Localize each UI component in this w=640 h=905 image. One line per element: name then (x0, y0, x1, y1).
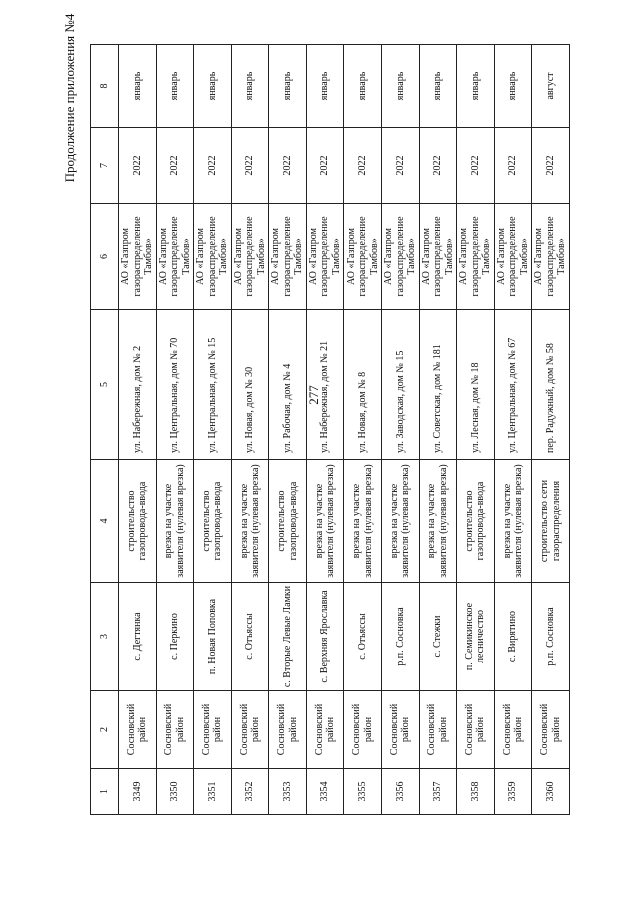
table-row (382, 45, 420, 815)
table-cell: врезка на участке заявителя (нулевая врезка) (419, 460, 457, 583)
header-cell: 3 (91, 583, 119, 691)
table-row (231, 45, 269, 815)
table-cell: с. Отъяссы (344, 583, 382, 691)
table-cell: Сосновский район (419, 691, 457, 769)
table-cell: врезка на участке заявителя (нулевая врезка) (306, 460, 344, 583)
table-cell: врезка на участке заявителя (нулевая врезка) (156, 460, 194, 583)
table-cell: АО «Газпром газораспределение Тамбов» (457, 204, 495, 310)
header-cell: 5 (91, 310, 119, 460)
table-cell: Сосновский район (194, 691, 232, 769)
table-cell: с. Дегтянка (119, 583, 157, 691)
table-cell: 3360 (532, 769, 570, 815)
table-cell: ул. Новая, дом № 30 (231, 310, 269, 460)
page-number: 277 (305, 385, 321, 405)
table-cell: Сосновский район (156, 691, 194, 769)
table-cell: АО «Газпром газораспределение Тамбов» (156, 204, 194, 310)
table-cell: с. Верхняя Ярославка (306, 583, 344, 691)
table-cell: 2022 (194, 128, 232, 204)
table-cell: врезка на участке заявителя (нулевая врезка) (344, 460, 382, 583)
table-cell: январь (344, 45, 382, 128)
table-row (344, 45, 382, 815)
table-cell: с. Отъяссы (231, 583, 269, 691)
table-cell: с. Вирятино (494, 583, 532, 691)
table-cell: январь (119, 45, 157, 128)
header-cell: 1 (91, 769, 119, 815)
rotated-table-wrapper (90, 45, 570, 815)
table-cell: врезка на участке заявителя (нулевая врезка) (231, 460, 269, 583)
table-cell: р.п. Сосновка (532, 583, 570, 691)
header-cell: 7 (91, 128, 119, 204)
table-cell: строительство газопровода-ввода (269, 460, 307, 583)
table-cell: 3350 (156, 769, 194, 815)
table-cell: Сосновский район (532, 691, 570, 769)
table-cell: Сосновский район (269, 691, 307, 769)
table-cell: АО «Газпром газораспределение Тамбов» (382, 204, 420, 310)
table-cell: 2022 (344, 128, 382, 204)
table-cell: Сосновский район (344, 691, 382, 769)
table-cell: Сосновский район (306, 691, 344, 769)
table-cell: АО «Газпром газораспределение Тамбов» (494, 204, 532, 310)
table-cell: Сосновский район (119, 691, 157, 769)
table-cell: 2022 (156, 128, 194, 204)
table-cell: 2022 (419, 128, 457, 204)
table-cell: Сосновский район (382, 691, 420, 769)
table-cell: январь (269, 45, 307, 128)
table-cell: ул. Набережная, дом № 21 (306, 310, 344, 460)
header-row (91, 45, 119, 815)
table-cell: АО «Газпром газораспределение Тамбов» (344, 204, 382, 310)
table-cell: 3352 (231, 769, 269, 815)
table-row (532, 45, 570, 815)
header-cell: 6 (91, 204, 119, 310)
table-cell: 3359 (494, 769, 532, 815)
table-row (494, 45, 532, 815)
header-cell: 4 (91, 460, 119, 583)
table-cell: ул. Советская, дом № 181 (419, 310, 457, 460)
table-cell: ул. Рабочая, дом № 4 (269, 310, 307, 460)
table-cell: ул. Новая, дом № 8 (344, 310, 382, 460)
table-cell: 3358 (457, 769, 495, 815)
table-cell: 2022 (494, 128, 532, 204)
table-cell: врезка на участке заявителя (нулевая врезка) (494, 460, 532, 583)
table-cell: 3349 (119, 769, 157, 815)
table-cell: 3355 (344, 769, 382, 815)
table-cell: пер. Радужный, дом № 58 (532, 310, 570, 460)
table-row (419, 45, 457, 815)
table-cell: строительство сети газораспределения (532, 460, 570, 583)
table-cell: январь (419, 45, 457, 128)
table-cell: ул. Лесная, дом № 18 (457, 310, 495, 460)
table-cell: 3356 (382, 769, 420, 815)
table-cell: п. Семикинское лесничество (457, 583, 495, 691)
table-cell: ул. Набережная, дом № 2 (119, 310, 157, 460)
table-cell: АО «Газпром газораспределение Тамбов» (194, 204, 232, 310)
table-cell: 2022 (532, 128, 570, 204)
table-cell: январь (306, 45, 344, 128)
table-cell: ул. Заводская, дом № 15 (382, 310, 420, 460)
continuation-caption: Продолжение приложения №4 (62, 13, 77, 183)
table-cell: АО «Газпром газораспределение Тамбов» (532, 204, 570, 310)
table-cell: август (532, 45, 570, 128)
table-cell: 3354 (306, 769, 344, 815)
table-cell: с. Стежки (419, 583, 457, 691)
table-cell: январь (382, 45, 420, 128)
table-cell: январь (457, 45, 495, 128)
table-cell: Сосновский район (494, 691, 532, 769)
table-cell: р.п. Сосновка (382, 583, 420, 691)
header-cell: 8 (91, 45, 119, 128)
table-cell: 3351 (194, 769, 232, 815)
table-cell: АО «Газпром газораспределение Тамбов» (419, 204, 457, 310)
table-cell: 2022 (457, 128, 495, 204)
table-cell: 2022 (382, 128, 420, 204)
table-cell: 2022 (231, 128, 269, 204)
table-cell: Сосновский район (231, 691, 269, 769)
table-cell: ул. Центральная, дом № 15 (194, 310, 232, 460)
table-cell: 3353 (269, 769, 307, 815)
table-cell: с. Перкино (156, 583, 194, 691)
table-cell: январь (231, 45, 269, 128)
table-cell: строительство газопровода-ввода (119, 460, 157, 583)
table-cell: п. Новая Поповка (194, 583, 232, 691)
table-cell: 2022 (269, 128, 307, 204)
table-cell: январь (494, 45, 532, 128)
table-cell: врезка на участке заявителя (нулевая врезка) (382, 460, 420, 583)
table-cell: АО «Газпром газораспределение Тамбов» (306, 204, 344, 310)
table-row (457, 45, 495, 815)
table-row (194, 45, 232, 815)
table-cell: январь (194, 45, 232, 128)
table-cell: АО «Газпром газораспределение Тамбов» (119, 204, 157, 310)
table-cell: ул. Центральная, дом № 67 (494, 310, 532, 460)
table-cell: 3357 (419, 769, 457, 815)
table-cell: ул. Центральная, дом № 70 (156, 310, 194, 460)
table-cell: АО «Газпром газораспределение Тамбов» (231, 204, 269, 310)
table-cell: Сосновский район (457, 691, 495, 769)
table-cell: с. Вторые Левые Ламки (269, 583, 307, 691)
table-cell: строительство газопровода-ввода (194, 460, 232, 583)
table-row (119, 45, 157, 815)
table-cell: 2022 (306, 128, 344, 204)
table-cell: январь (156, 45, 194, 128)
gasification-table (90, 44, 570, 815)
table-row (306, 45, 344, 815)
header-cell: 2 (91, 691, 119, 769)
table-cell: строительство газопровода-ввода (457, 460, 495, 583)
table-cell: 2022 (119, 128, 157, 204)
table-cell: АО «Газпром газораспределение Тамбов» (269, 204, 307, 310)
table-row (156, 45, 194, 815)
table-row (269, 45, 307, 815)
